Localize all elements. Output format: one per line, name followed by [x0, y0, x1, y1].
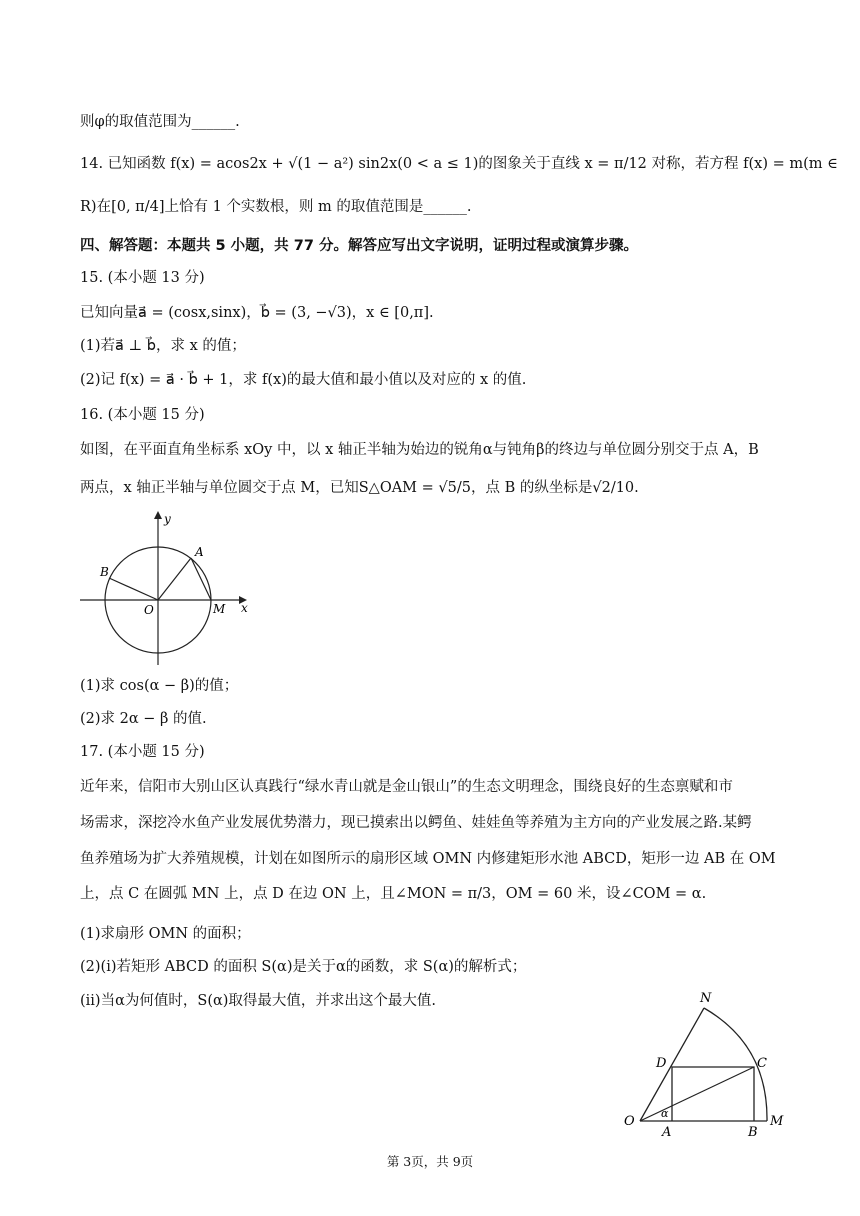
label-O: O: [624, 1114, 635, 1129]
label-B: B: [748, 1125, 758, 1140]
segment-AM: [191, 558, 211, 600]
label-A: A: [662, 1125, 672, 1140]
unit-circle-figure: [76, 505, 266, 670]
q14-line1: 14. 已知函数 f(x) = acos2x + √(1 − a²) sin2x(0 < a ≤ 1)的图象关于直线 x = π/12 对称，若方程 f(x) = m(m ∈: [80, 156, 838, 172]
rectangle-ABCD: [672, 1067, 754, 1121]
label-B: B: [100, 565, 109, 579]
q17-stem-3: 鱼养殖场为扩大养殖规模，计划在如图所示的扇形区域 OMN 内修建矩形水池 ABCD，矩形一边 AB 在 OM: [80, 851, 776, 867]
segment-OC: [640, 1067, 754, 1121]
q16-title: 16. (本小题 15 分): [80, 407, 205, 423]
segment-OB: [109, 578, 158, 600]
q16-part2: (2)求 2α − β 的值.: [80, 711, 207, 727]
q16-stem-1: 如图，在平面直角坐标系 xOy 中，以 x 轴正半轴为始边的锐角α与钝角β的终边与单位圆分别交于点 A，B: [80, 442, 759, 458]
q17-stem-1: 近年来，信阳市大别山区认真践行“绿水青山就是金山银山”的生态文明理念，围绕良好的生态禀赋和市: [80, 779, 733, 795]
section-heading: 四、解答题：本题共 5 小题，共 77 分。解答应写出文字说明，证明过程或演算步骤。: [80, 238, 638, 254]
q16-stem-2: 两点，x 轴正半轴与单位圆交于点 M，已知S△OAM = √5/5，点 B 的纵坐标是√2/10.: [80, 480, 639, 496]
q17-part1: (1)求扇形 OMN 的面积；: [80, 926, 251, 942]
q16-part1: (1)求 cos(α − β)的值；: [80, 678, 239, 694]
label-M: M: [213, 602, 226, 616]
q17-stem-2: 场需求，深挖冷水鱼产业发展优势潜力，现已摸索出以鳄鱼、娃娃鱼等养殖为主方向的产业发展之路.某鳄: [80, 815, 752, 831]
q15-stem: 已知向量a⃗ = (cosx,sinx)，b⃗ = (3, −√3)，x ∈ [0,π].: [80, 305, 434, 321]
q15-part1: (1)若a⃗ ⊥ b⃗，求 x 的值；: [80, 338, 246, 354]
q15-title: 15. (本小题 13 分): [80, 270, 205, 286]
q17-stem-4: 上，点 C 在圆弧 MN 上，点 D 在边 ON 上，且∠MON = π/3，OM = 60 米，设∠COM = α.: [80, 886, 707, 902]
label-alpha: α: [661, 1107, 669, 1120]
label-y: y: [164, 512, 171, 526]
label-x: x: [241, 601, 248, 615]
q14-line2: R)在[0, π/4]上恰有 1 个实数根，则 m 的取值范围是______.: [80, 199, 472, 215]
q17-part2-i: (2)(i)若矩形 ABCD 的面积 S(α)是关于α的函数，求 S(α)的解析式；: [80, 959, 527, 975]
label-C: C: [757, 1056, 767, 1071]
label-O: O: [144, 603, 154, 617]
q17-title: 17. (本小题 15 分): [80, 744, 205, 760]
q17-part2-ii: (ii)当α为何值时，S(α)取得最大值，并求出这个最大值.: [80, 993, 437, 1009]
y-axis-arrow: [154, 511, 162, 519]
segment-OA: [158, 558, 191, 600]
page-footer: 第 3页，共 9页: [386, 1154, 474, 1169]
q13-tail: 则φ的取值范围为______.: [80, 114, 240, 130]
label-D: D: [656, 1056, 667, 1071]
q15-part2: (2)记 f(x) = a⃗ · b⃗ + 1，求 f(x)的最大值和最小值以及对应的 x 的值.: [80, 372, 527, 388]
label-A: A: [195, 545, 204, 559]
sector-figure: [618, 985, 798, 1140]
label-N: N: [700, 991, 712, 1006]
label-M: M: [770, 1114, 784, 1129]
